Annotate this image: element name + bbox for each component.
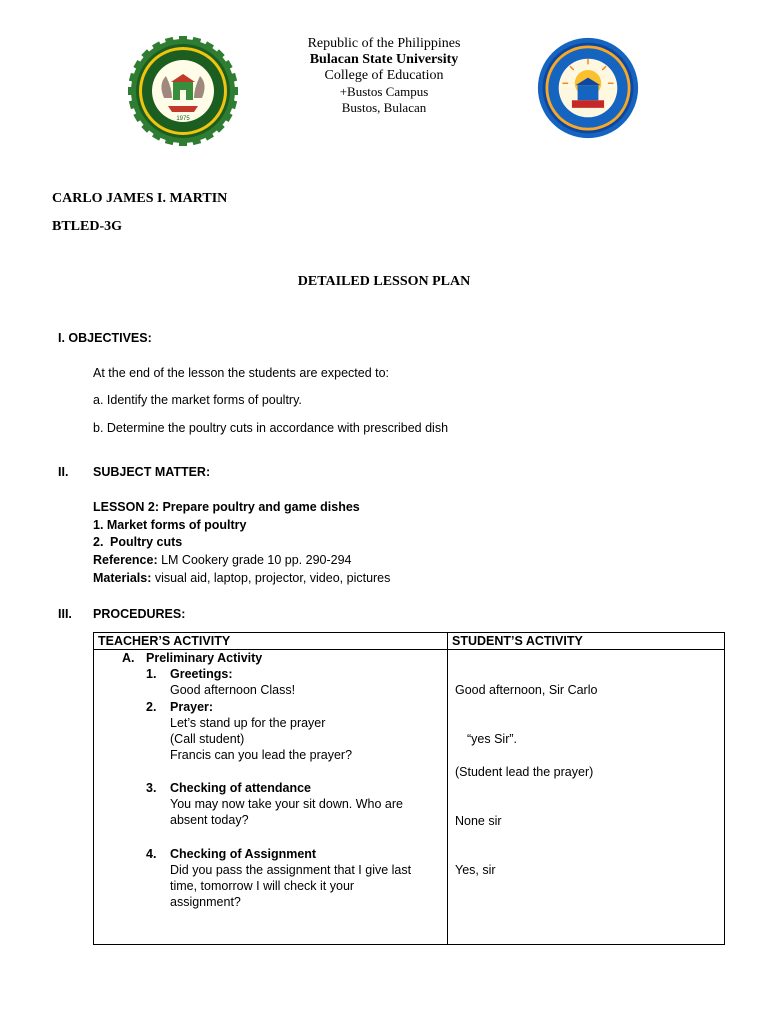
step-2-text-1: Let’s stand up for the prayer (170, 716, 326, 730)
letterhead-country: Republic of the Philippines (307, 36, 461, 51)
letterhead-university: Bulacan State University (309, 52, 459, 67)
student-response-attendance: None sir (455, 814, 502, 828)
column-header-student: STUDENT’S ACTIVITY (448, 633, 725, 650)
step-1-label: Greetings: (170, 667, 233, 681)
student-response-greeting: Good afternoon, Sir Carlo (455, 683, 598, 697)
objectives-heading: I. OBJECTIVES: (58, 331, 152, 345)
materials-line (93, 570, 390, 587)
letterhead-college: College of Education (324, 68, 444, 83)
step-1-text: Good afternoon Class! (170, 683, 296, 697)
step-2-text-3: Francis can you lead the prayer? (170, 748, 353, 762)
topic-2: Poultry cuts (110, 535, 183, 549)
step-3-text-1: You may now take your sit down. Who are (170, 797, 403, 811)
student-response-assignment: Yes, sir (455, 863, 496, 877)
step-4-text-2: time, tomorrow I will check it your (170, 879, 355, 893)
part-a-label: Preliminary Activity (146, 651, 263, 665)
objective-b: b. Determine the poultry cuts in accordance with prescribed dish (93, 421, 449, 435)
lesson-title: LESSON 2: Prepare poultry and game dishes (93, 500, 360, 514)
student-response-yes: “yes Sir”. (467, 732, 517, 746)
step-4-label: Checking of Assignment (170, 847, 317, 861)
author-section: BTLED-3G (52, 219, 123, 234)
subject-matter-number: II. (58, 465, 69, 479)
topic-2-number: 2. (93, 535, 104, 549)
procedures-heading: PROCEDURES: (93, 607, 186, 621)
step-1-number: 1. (146, 667, 157, 681)
reference-line (93, 552, 352, 569)
topic-1: 1. Market forms of poultry (93, 518, 247, 532)
step-2-label: Prayer: (170, 700, 214, 714)
letterhead (0, 36, 768, 116)
document-title: DETAILED LESSON PLAN (297, 274, 471, 289)
column-header-teacher: TEACHER’S ACTIVITY (94, 633, 448, 650)
objective-a: a. Identify the market forms of poultry. (93, 393, 302, 407)
seal-year: 1975 (176, 116, 190, 122)
step-3-label: Checking of attendance (170, 781, 311, 795)
materials-value: visual aid, laptop, projector, video, pictures (151, 571, 391, 585)
reference-value: LM Cookery grade 10 pp. 290-294 (157, 553, 352, 567)
step-3-number: 3. (146, 781, 157, 795)
subject-matter-heading: SUBJECT MATTER: (93, 465, 211, 479)
letterhead-address: Bustos, Bulacan (341, 100, 427, 115)
procedures-table (93, 632, 725, 945)
reference-label: Reference: (93, 553, 158, 567)
step-2-text-2: (Call student) (170, 732, 245, 746)
student-activity-cell (448, 650, 725, 945)
author-name: CARLO JAMES I. MARTIN (52, 191, 228, 206)
step-4-text-1: Did you pass the assignment that I give last (170, 863, 412, 877)
step-3-text-2: absent today? (170, 813, 249, 827)
letterhead-campus: +Bustos Campus (339, 84, 429, 99)
step-4-number: 4. (146, 847, 157, 861)
teacher-activity-cell (94, 650, 448, 945)
procedures-number: III. (58, 607, 72, 621)
student-response-prayer: (Student lead the prayer) (455, 765, 594, 779)
step-2-number: 2. (146, 700, 157, 714)
step-4-text-3: assignment? (170, 895, 241, 909)
part-a-number: A. (122, 651, 135, 665)
materials-label: Materials: (93, 571, 152, 585)
objectives-intro: At the end of the lesson the students are expected to: (93, 366, 390, 380)
